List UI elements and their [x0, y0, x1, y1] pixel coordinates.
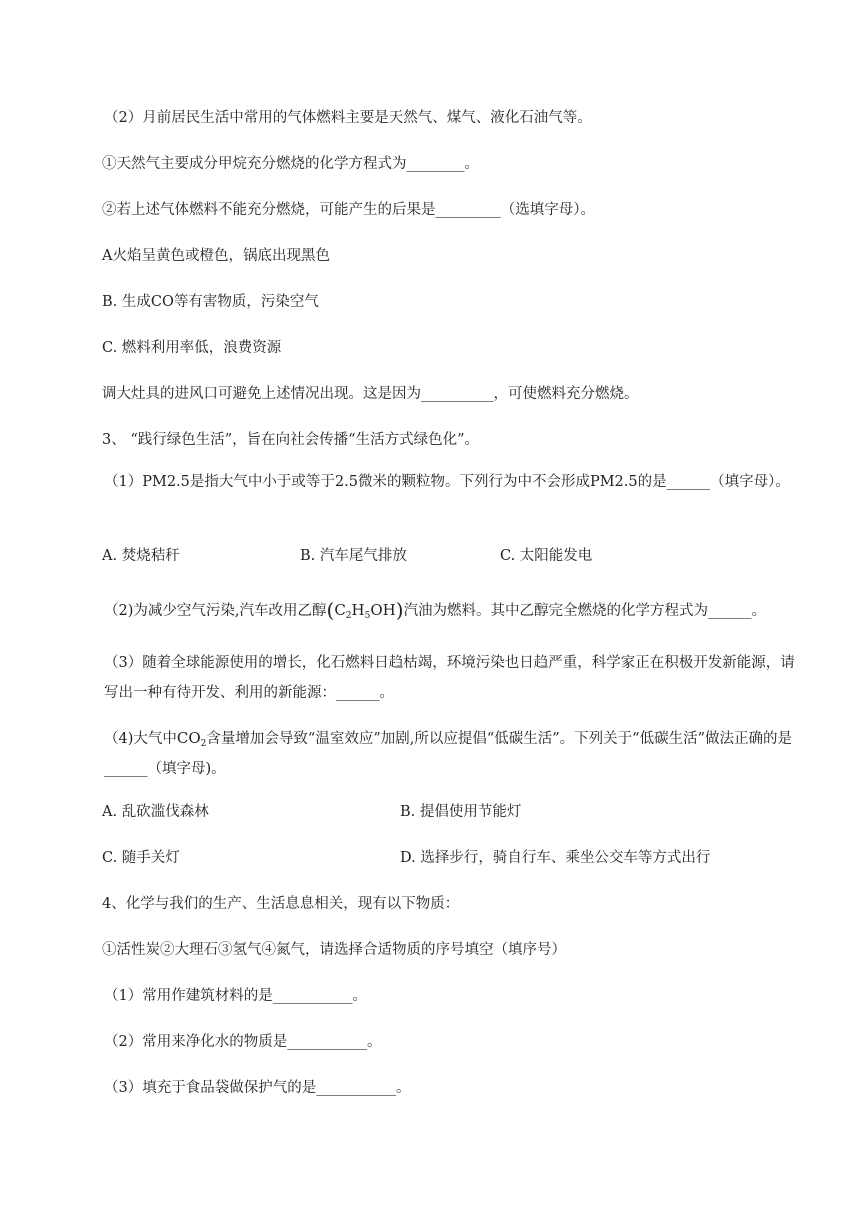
question-3-2-ethanol [104, 600, 804, 621]
question-air-inlet: 调大灶具的进风口可避免上述情况出现。这是因为__________，可使燃料充分燃烧。 [102, 386, 639, 402]
question-3-3-new-energy: （3）随着全球能源使用的增长，化石燃料日趋枯竭，环境污染也日趋严重，科学家正在积极开发新能源，请写出一种有待开发、利用的新能源：______。 [104, 655, 795, 701]
option-3-4-c: C. 随手关灯 [102, 850, 180, 866]
paragraph-2-intro: （2）月前居民生活中常用的气体燃料主要是天然气、煤气、液化石油气等。 [104, 110, 592, 126]
option-3-4-d: D. 选择步行，骑自行车、乘坐公交车等方式出行 [400, 850, 711, 866]
question-4-heading: 4、化学与我们的生产、生活息息相关，现有以下物质： [102, 896, 460, 912]
question-3-1-pm25: （1）PM2.5是指大气中小于或等于2.5微米的颗粒物。下列行为中不会形成PM2.5的是______（填字母）。 [104, 474, 790, 490]
option-3-4-a: A. 乱砍滥伐森林 [102, 804, 209, 820]
question-3-2-text-end: 汽油为燃料。其中乙醇完全燃烧的化学方程式为______。 [403, 603, 767, 619]
question-4-substances: ①活性炭②大理石③氢气④氮气，请选择合适物质的序号填空（填序号） [102, 942, 566, 958]
option-3-1-a: A. 焚烧秸秆 [102, 548, 180, 564]
question-3-4-text-end: 含量增加会导致“温室效应”加剧,所以应提倡“低碳生活”。下列关于“低碳生活”做法正确的是______（填字母)。 [104, 731, 792, 777]
option-3-1-b: B. 汽车尾气排放 [300, 548, 407, 564]
question-3-heading: 3、 “践行绿色生活”，旨在向社会传播“生活方式绿色化”。 [102, 432, 479, 448]
option-3-4-b: B. 提倡使用节能灯 [400, 804, 522, 820]
question-3-4-text-start: （4)大气中 [104, 731, 177, 747]
option-3-1-c: C. 太阳能发电 [500, 548, 593, 564]
option-c-waste: C. 燃料利用率低，浪费资源 [102, 340, 282, 356]
question-incomplete-combustion: ②若上述气体燃料不能充分燃烧，可能产生的后果是_________（选填字母）。 [102, 202, 595, 218]
question-4-3: （3）填充于食品袋做保护气的是___________。 [104, 1080, 411, 1096]
question-4-1: （1）常用作建筑材料的是___________。 [104, 988, 367, 1004]
question-3-2-text-start: （2)为减少空气污染,汽车改用乙醇 [104, 603, 327, 619]
ethanol-formula: $(C_2H_5OH)$ [326, 598, 404, 622]
co2-formula: $CO_2$ [176, 729, 207, 749]
option-b-co: B. 生成CO等有害物质，污染空气 [102, 294, 319, 310]
option-a-flame: A火焰呈黄色或橙色，锅底出现黑色 [102, 248, 330, 264]
question-4-2: （2）常用来净化水的物质是___________。 [104, 1034, 382, 1050]
question-3-4-low-carbon [104, 723, 804, 784]
question-methane-equation: ①天然气主要成分甲烷充分燃烧的化学方程式为________。 [102, 156, 479, 172]
